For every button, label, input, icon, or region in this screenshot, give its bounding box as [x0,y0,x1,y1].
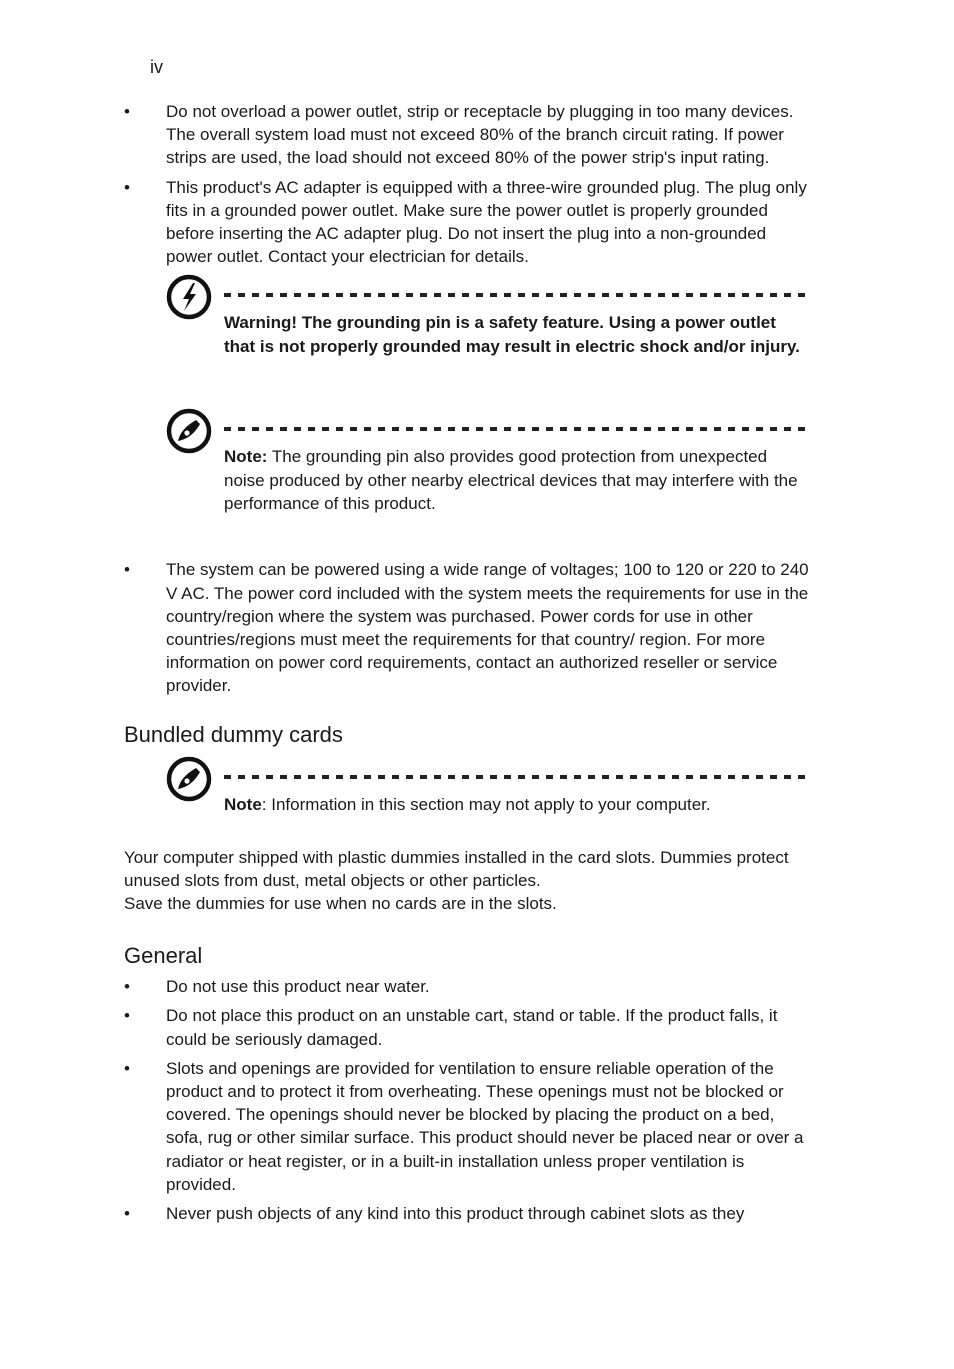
section-heading: Bundled dummy cards [124,721,343,747]
bullet-marker: • [124,977,130,997]
list-item [124,975,814,998]
page-number: iv [150,57,163,77]
dotted-divider [224,293,808,297]
note-text [224,408,800,515]
note-body: : Information in this section may not apply to your computer. [261,794,711,814]
note-label: Note [224,794,262,814]
note-pen-icon [166,408,212,454]
list-item-text: This product's AC adapter is equipped with a three-wire grounded plug. The plug only fits in a grounded power outlet. Make sure the power outlet is properly grounded before inserting the AC adapter plug. Do not insert the plug into a non-grounded power outlet. Contact your electrician for details. [166,177,807,267]
list-item [124,1202,814,1225]
bullet-marker: • [124,1058,130,1078]
note-label: Note: [224,447,268,467]
list-item-text: Never push objects of any kind into this product through cabinet slots as they [166,1204,745,1224]
note-pen-icon [166,756,212,802]
warning-text: Warning! The grounding pin is a safety feature. Using a power outlet that is not properly grounded may result in electric shock and/or injury. [224,313,800,356]
warning-callout [166,274,814,392]
list-item-text: The system can be powered using a wide range of voltages; 100 to 120 or 220 to 240 V AC. The power cord included with the system meets the requirements for use in the country/region where the system was purchased. Power cords for use in other countries/regions must meet the requirements for that country/ region. For more information on power cord requirements, contact an authorized reseller or service provider. [166,560,809,696]
paragraph: Your computer shipped with plastic dummies installed in the card slots. Dummies protect unused slots from dust, metal objects or other particles. [124,847,789,890]
paragraph: Save the dummies for use when no cards are in the slots. [124,894,557,914]
note-text [224,756,800,816]
note-callout [166,408,814,558]
bullet-marker: • [124,1006,130,1026]
list-item [124,558,814,697]
page-content [124,100,814,1231]
list-item [124,176,814,269]
list-item [124,1057,814,1196]
bullet-marker: • [124,560,130,580]
bullet-marker: • [124,177,130,197]
section-heading: General [124,943,203,969]
list-item-text: Do not place this product on an unstable cart, stand or table. If the product falls, it could be seriously damaged. [166,1006,778,1049]
note-callout [166,756,814,840]
list-item-text: Slots and openings are provided for ventilation to ensure reliable operation of the product and to protect it from overheating. These openings must not be blocked or covered. The openings should never be blocked by placing the product on a bed, sofa, rug or other similar surface. This product should never be placed near or over a radiator or heat register, or in a built-in installation unless proper ventilation is provided. [166,1058,804,1194]
bullet-marker: • [124,1204,130,1224]
list-item [124,100,814,170]
bullet-marker: • [124,102,130,121]
dotted-divider [224,775,808,779]
dotted-divider [224,427,808,431]
note-body: The grounding pin also provides good protection from unexpected noise produced by other nearby electrical devices that may interfere with the performance of this product. [224,447,798,513]
list-item-text: Do not overload a power outlet, strip or receptacle by plugging in too many devices. The overall system load must not exceed 80% of the branch circuit rating. If power strips are used, the load should not exceed 80% of the power strip's input rating. [166,102,794,168]
list-item [124,1004,814,1050]
list-item-text: Do not use this product near water. [166,977,430,997]
lightning-warning-icon [166,274,212,320]
